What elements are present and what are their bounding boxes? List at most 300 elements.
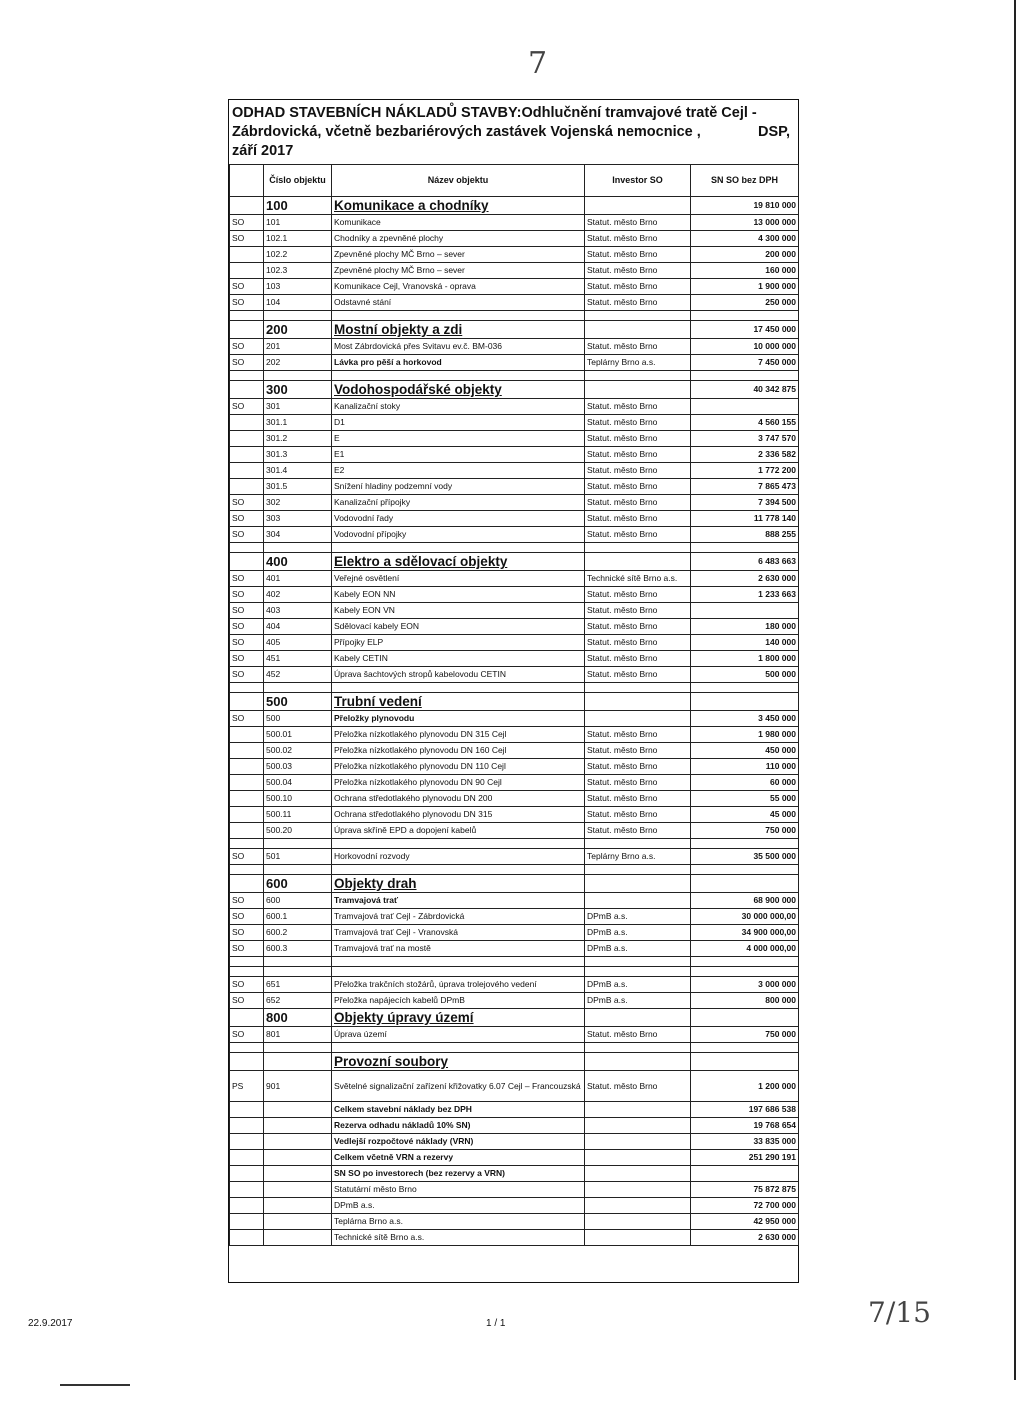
spacer-row (230, 957, 799, 967)
cell-cislo: 652 (264, 993, 332, 1009)
cell-nazev: Komunikace (332, 215, 585, 231)
table-row (230, 893, 799, 909)
cell-cislo: 500.02 (264, 743, 332, 759)
cell-cislo: 600 (264, 875, 332, 893)
cell-investor: Statut. město Brno (585, 823, 691, 839)
table-row (230, 635, 799, 651)
cell-sn: 11 778 140 (691, 511, 799, 527)
cell-investor (585, 381, 691, 399)
cell-cislo: 400 (264, 553, 332, 571)
cell-sn: 60 000 (691, 775, 799, 791)
cell-so (230, 381, 264, 399)
cell-nazev: Veřejné osvětlení (332, 571, 585, 587)
cell-so: SO (230, 893, 264, 909)
cell-cislo: 451 (264, 651, 332, 667)
cell-so (230, 727, 264, 743)
table-row (230, 1214, 799, 1230)
cell-investor: Statut. město Brno (585, 415, 691, 431)
cell-so (230, 1009, 264, 1027)
cell-cislo: 301.1 (264, 415, 332, 431)
cell-so (230, 447, 264, 463)
cell-cislo: 300 (264, 381, 332, 399)
cell-investor: DPmB a.s. (585, 925, 691, 941)
col-sn: SN SO bez DPH (691, 165, 799, 197)
cell-nazev: Tramvajová trať Cejl - Vranovská (332, 925, 585, 941)
spacer-row (230, 311, 799, 321)
cell-investor: Statut. město Brno (585, 651, 691, 667)
cell-sn: 19 810 000 (691, 197, 799, 215)
cell-cislo: 500 (264, 693, 332, 711)
cell-cislo: 801 (264, 1027, 332, 1043)
cell-investor: Statut. město Brno (585, 495, 691, 511)
cell-investor (585, 711, 691, 727)
cell-sn: 2 630 000 (691, 1230, 799, 1246)
table-row (230, 775, 799, 791)
cell-nazev: Celkem stavební náklady bez DPH (332, 1102, 585, 1118)
cell-cislo: 500.04 (264, 775, 332, 791)
table-row (230, 925, 799, 941)
cell-investor: Statut. město Brno (585, 775, 691, 791)
cell-so (230, 775, 264, 791)
cell-so: SO (230, 711, 264, 727)
cell-so: PS (230, 1071, 264, 1102)
cell-cislo: 404 (264, 619, 332, 635)
cell-cislo (264, 1150, 332, 1166)
cell-sn: 450 000 (691, 743, 799, 759)
cell-investor: Statut. město Brno (585, 1071, 691, 1102)
cell-cislo: 301.3 (264, 447, 332, 463)
table-row (230, 759, 799, 775)
spacer-row (230, 1043, 799, 1053)
table-row (230, 941, 799, 957)
cell-cislo: 102.3 (264, 263, 332, 279)
cell-sn: 7 865 473 (691, 479, 799, 495)
spacer-row (230, 371, 799, 381)
cell-sn: 6 483 663 (691, 553, 799, 571)
cell-investor (585, 1134, 691, 1150)
cell-nazev: Kabely CETIN (332, 651, 585, 667)
cell-so: SO (230, 651, 264, 667)
cell-sn: 3 747 570 (691, 431, 799, 447)
table-row (230, 1230, 799, 1246)
cell-cislo (264, 1214, 332, 1230)
col-cislo: Číslo objektu (264, 165, 332, 197)
cell-cislo: 500.03 (264, 759, 332, 775)
title-line-3: září 2017 (232, 143, 294, 159)
cell-sn (691, 875, 799, 893)
cell-investor: DPmB a.s. (585, 941, 691, 957)
cell-investor: DPmB a.s. (585, 909, 691, 925)
cell-cislo: 500.10 (264, 791, 332, 807)
cell-cislo: 500 (264, 711, 332, 727)
cell-sn (691, 399, 799, 415)
cell-cislo (264, 1230, 332, 1246)
cell-cislo: 500.01 (264, 727, 332, 743)
cell-nazev: Snížení hladiny podzemní vody (332, 479, 585, 495)
cell-so: SO (230, 619, 264, 635)
cell-so (230, 479, 264, 495)
col-investor: Investor SO (585, 165, 691, 197)
cell-investor (585, 1230, 691, 1246)
scan-mark (60, 1384, 130, 1386)
title-right: DSP, (758, 124, 790, 140)
cell-investor: Statut. město Brno (585, 603, 691, 619)
table-row (230, 295, 799, 311)
table-row (230, 279, 799, 295)
cell-so: SO (230, 295, 264, 311)
cell-so: SO (230, 849, 264, 865)
table-row (230, 1071, 799, 1102)
cell-cislo (264, 1134, 332, 1150)
cell-sn: 40 342 875 (691, 381, 799, 399)
cell-cislo: 405 (264, 635, 332, 651)
table-row (230, 977, 799, 993)
cell-cislo: 401 (264, 571, 332, 587)
table-row (230, 263, 799, 279)
cell-investor: Technické sítě Brno a.s. (585, 571, 691, 587)
table-row (230, 527, 799, 543)
cell-cislo: 901 (264, 1071, 332, 1102)
cell-nazev: Komunikace Cejl, Vranovská - oprava (332, 279, 585, 295)
cell-investor: Statut. město Brno (585, 399, 691, 415)
cell-so: SO (230, 215, 264, 231)
cell-cislo (264, 1166, 332, 1182)
cell-nazev: Komunikace a chodníky (332, 197, 585, 215)
cell-investor (585, 1214, 691, 1230)
table-row (230, 495, 799, 511)
cell-nazev: Přeložky plynovodu (332, 711, 585, 727)
cell-sn: 10 000 000 (691, 339, 799, 355)
cell-cislo: 301 (264, 399, 332, 415)
cell-cislo (264, 1102, 332, 1118)
table-row (230, 339, 799, 355)
cell-sn: 72 700 000 (691, 1198, 799, 1214)
table-row (230, 667, 799, 683)
footer-page: 1 / 1 (486, 1318, 506, 1329)
cell-investor: Statut. město Brno (585, 479, 691, 495)
table-row (230, 711, 799, 727)
cell-nazev: Úprava území (332, 1027, 585, 1043)
table-row (230, 447, 799, 463)
cell-so (230, 1166, 264, 1182)
cell-investor: Statut. město Brno (585, 527, 691, 543)
section-row (230, 197, 799, 215)
cell-sn: 2 336 582 (691, 447, 799, 463)
table-row (230, 355, 799, 371)
cell-so: SO (230, 511, 264, 527)
cell-investor: Statut. město Brno (585, 263, 691, 279)
cell-cislo: 101 (264, 215, 332, 231)
cell-so (230, 1118, 264, 1134)
cell-nazev: Přeložka nízkotlakého plynovodu DN 160 Cejl (332, 743, 585, 759)
table-row (230, 215, 799, 231)
cell-investor: Statut. město Brno (585, 619, 691, 635)
cell-nazev: Tramvajová trať na mostě (332, 941, 585, 957)
cell-cislo: 452 (264, 667, 332, 683)
cell-sn: 1 980 000 (691, 727, 799, 743)
cell-nazev: Rezerva odhadu nákladů 10% SN) (332, 1118, 585, 1134)
cell-cislo: 302 (264, 495, 332, 511)
cell-nazev: Tramvajová trať (332, 893, 585, 909)
table-row (230, 807, 799, 823)
cell-investor (585, 1166, 691, 1182)
cell-cislo: 600.1 (264, 909, 332, 925)
cell-nazev: Přípojky ELP (332, 635, 585, 651)
cell-sn (691, 1009, 799, 1027)
cell-investor: Statut. město Brno (585, 215, 691, 231)
table-row (230, 1166, 799, 1182)
cell-sn: 251 290 191 (691, 1150, 799, 1166)
spacer-row (230, 865, 799, 875)
cell-nazev: Světelné signalizační zařízení křižovatky 6.07 Cejl – Francouzská (332, 1071, 585, 1102)
cell-cislo (264, 1053, 332, 1071)
cell-so: SO (230, 587, 264, 603)
cell-sn: 1 233 663 (691, 587, 799, 603)
cell-so (230, 263, 264, 279)
cell-investor: Statut. město Brno (585, 635, 691, 651)
col-nazev: Název objektu (332, 165, 585, 197)
cell-cislo: 102.2 (264, 247, 332, 263)
table-row (230, 603, 799, 619)
cell-sn: 42 950 000 (691, 1214, 799, 1230)
page-edge-line (1014, 0, 1016, 1380)
cell-nazev: E2 (332, 463, 585, 479)
cell-nazev: Horkovodní rozvody (332, 849, 585, 865)
cell-nazev: Úprava skříně EPD a dopojení kabelů (332, 823, 585, 839)
cell-so: SO (230, 925, 264, 941)
cell-investor: Statut. město Brno (585, 587, 691, 603)
cell-sn (691, 1166, 799, 1182)
cell-so (230, 463, 264, 479)
cell-so: SO (230, 941, 264, 957)
cell-investor: Statut. město Brno (585, 759, 691, 775)
cell-so (230, 1214, 264, 1230)
cell-sn: 19 768 654 (691, 1118, 799, 1134)
cell-nazev: E1 (332, 447, 585, 463)
cell-nazev: SN SO po investorech (bez rezervy a VRN) (332, 1166, 585, 1182)
cell-sn: 34 900 000,00 (691, 925, 799, 941)
table-row (230, 619, 799, 635)
cell-cislo: 402 (264, 587, 332, 603)
cell-nazev: Přeložka trakčních stožárů, úprava trolejového vedení (332, 977, 585, 993)
cell-sn: 7 394 500 (691, 495, 799, 511)
cell-nazev: Ochrana středotlakého plynovodu DN 200 (332, 791, 585, 807)
cell-investor: Statut. město Brno (585, 279, 691, 295)
cell-investor (585, 197, 691, 215)
cell-cislo: 301.5 (264, 479, 332, 495)
cell-investor: Statut. město Brno (585, 247, 691, 263)
cell-nazev: Úprava šachtových stropů kabelovodu CETIN (332, 667, 585, 683)
cell-nazev: Celkem včetně VRN a rezervy (332, 1150, 585, 1166)
cell-so (230, 1198, 264, 1214)
cell-sn: 1 772 200 (691, 463, 799, 479)
cell-nazev: Mostní objekty a zdi (332, 321, 585, 339)
cell-sn: 140 000 (691, 635, 799, 651)
table-row (230, 415, 799, 431)
section-row (230, 321, 799, 339)
cell-nazev: Elektro a sdělovací objekty (332, 553, 585, 571)
table-row (230, 231, 799, 247)
cell-investor (585, 893, 691, 909)
cell-sn: 35 500 000 (691, 849, 799, 865)
cell-so: SO (230, 571, 264, 587)
cell-investor (585, 1053, 691, 1071)
cell-investor: DPmB a.s. (585, 977, 691, 993)
cell-investor: Statut. město Brno (585, 295, 691, 311)
cell-investor: Statut. město Brno (585, 727, 691, 743)
cell-sn: 33 835 000 (691, 1134, 799, 1150)
cell-sn: 500 000 (691, 667, 799, 683)
table-row (230, 651, 799, 667)
cell-so: SO (230, 603, 264, 619)
table-row (230, 571, 799, 587)
cell-investor: Statut. město Brno (585, 1027, 691, 1043)
cell-cislo: 301.4 (264, 463, 332, 479)
cell-investor (585, 875, 691, 893)
spacer-row (230, 839, 799, 849)
cell-so (230, 693, 264, 711)
cell-nazev: Lávka pro pěší a horkovod (332, 355, 585, 371)
cell-so (230, 743, 264, 759)
cell-sn: 30 000 000,00 (691, 909, 799, 925)
cell-cislo: 403 (264, 603, 332, 619)
cell-sn (691, 693, 799, 711)
cell-nazev: Přeložka nízkotlakého plynovodu DN 315 Cejl (332, 727, 585, 743)
handwritten-mark: 7 (528, 46, 548, 81)
cell-cislo: 600.3 (264, 941, 332, 957)
table-row (230, 743, 799, 759)
title-line-1: ODHAD STAVEBNÍCH NÁKLADŮ STAVBY:Odhlučnění tramvajové tratě Cejl - (232, 105, 757, 121)
cell-so (230, 807, 264, 823)
cell-so (230, 823, 264, 839)
section-row (230, 875, 799, 893)
cell-investor: Statut. město Brno (585, 339, 691, 355)
table-row (230, 1134, 799, 1150)
table-row (230, 1027, 799, 1043)
title-line-2: Zábrdovická, včetně bezbariérových zastávek Vojenská nemocnice , (232, 124, 701, 140)
cell-investor (585, 1182, 691, 1198)
cell-sn: 4 560 155 (691, 415, 799, 431)
cell-so (230, 791, 264, 807)
cell-so (230, 1230, 264, 1246)
cell-investor: Statut. město Brno (585, 463, 691, 479)
cell-nazev: Objekty úpravy území (332, 1009, 585, 1027)
cell-cislo: 200 (264, 321, 332, 339)
cell-investor: Teplárny Brno a.s. (585, 849, 691, 865)
cell-sn: 13 000 000 (691, 215, 799, 231)
cell-sn: 68 900 000 (691, 893, 799, 909)
section-row (230, 553, 799, 571)
cell-sn: 55 000 (691, 791, 799, 807)
spacer-row (230, 683, 799, 693)
cell-so: SO (230, 399, 264, 415)
table-row (230, 1198, 799, 1214)
cell-so (230, 415, 264, 431)
section-row (230, 1009, 799, 1027)
table-row (230, 1102, 799, 1118)
cell-investor (585, 1009, 691, 1027)
cell-sn: 750 000 (691, 823, 799, 839)
cell-investor (585, 321, 691, 339)
cell-cislo: 600 (264, 893, 332, 909)
cell-so (230, 1102, 264, 1118)
cell-cislo: 104 (264, 295, 332, 311)
cell-cislo: 600.2 (264, 925, 332, 941)
cell-investor (585, 1150, 691, 1166)
cell-nazev: Kabely EON NN (332, 587, 585, 603)
section-row (230, 1053, 799, 1071)
cell-sn: 1 200 000 (691, 1071, 799, 1102)
table-row (230, 1150, 799, 1166)
cell-sn: 110 000 (691, 759, 799, 775)
cell-investor: DPmB a.s. (585, 993, 691, 1009)
cell-nazev: DPmB a.s. (332, 1198, 585, 1214)
cell-so (230, 1053, 264, 1071)
table-row (230, 1182, 799, 1198)
cell-sn: 1 900 000 (691, 279, 799, 295)
table-row (230, 849, 799, 865)
cell-nazev: Vodovodní řady (332, 511, 585, 527)
cost-table-body (230, 165, 799, 1246)
cell-cislo (264, 1118, 332, 1134)
cell-investor (585, 1102, 691, 1118)
cell-so: SO (230, 355, 264, 371)
table-row (230, 399, 799, 415)
cell-investor: Statut. město Brno (585, 447, 691, 463)
cell-sn: 17 450 000 (691, 321, 799, 339)
cell-sn: 200 000 (691, 247, 799, 263)
cell-cislo: 800 (264, 1009, 332, 1027)
cell-cislo: 651 (264, 977, 332, 993)
cell-sn: 160 000 (691, 263, 799, 279)
cell-so: SO (230, 1027, 264, 1043)
table-header (230, 165, 799, 197)
cell-nazev: Přeložka nízkotlakého plynovodu DN 110 Cejl (332, 759, 585, 775)
table-row (230, 479, 799, 495)
cell-nazev: Most Zábrdovická přes Svitavu ev.č. BM-036 (332, 339, 585, 355)
cell-so: SO (230, 993, 264, 1009)
cell-investor: Statut. město Brno (585, 667, 691, 683)
cell-cislo: 102.1 (264, 231, 332, 247)
cell-so (230, 431, 264, 447)
spacer-row (230, 967, 799, 977)
cell-so: SO (230, 667, 264, 683)
cell-cislo: 500.20 (264, 823, 332, 839)
cell-cislo: 201 (264, 339, 332, 355)
cell-so: SO (230, 279, 264, 295)
table-row (230, 727, 799, 743)
table-row (230, 909, 799, 925)
table-row (230, 431, 799, 447)
cell-so: SO (230, 527, 264, 543)
cell-investor: Statut. město Brno (585, 807, 691, 823)
cell-investor (585, 1198, 691, 1214)
cell-investor (585, 693, 691, 711)
cell-sn: 4 300 000 (691, 231, 799, 247)
cell-nazev: Zpevněné plochy MČ Brno – sever (332, 247, 585, 263)
cell-cislo: 304 (264, 527, 332, 543)
cell-cislo: 100 (264, 197, 332, 215)
cell-so: SO (230, 635, 264, 651)
cell-nazev: Statutární město Brno (332, 1182, 585, 1198)
handwritten-page-number: 7/15 (868, 1296, 931, 1329)
cell-sn: 180 000 (691, 619, 799, 635)
cell-nazev: Zpevněné plochy MČ Brno – sever (332, 263, 585, 279)
cell-so: SO (230, 909, 264, 925)
cell-nazev: Kabely EON VN (332, 603, 585, 619)
cell-cislo: 501 (264, 849, 332, 865)
cell-nazev: Kanalizační stoky (332, 399, 585, 415)
